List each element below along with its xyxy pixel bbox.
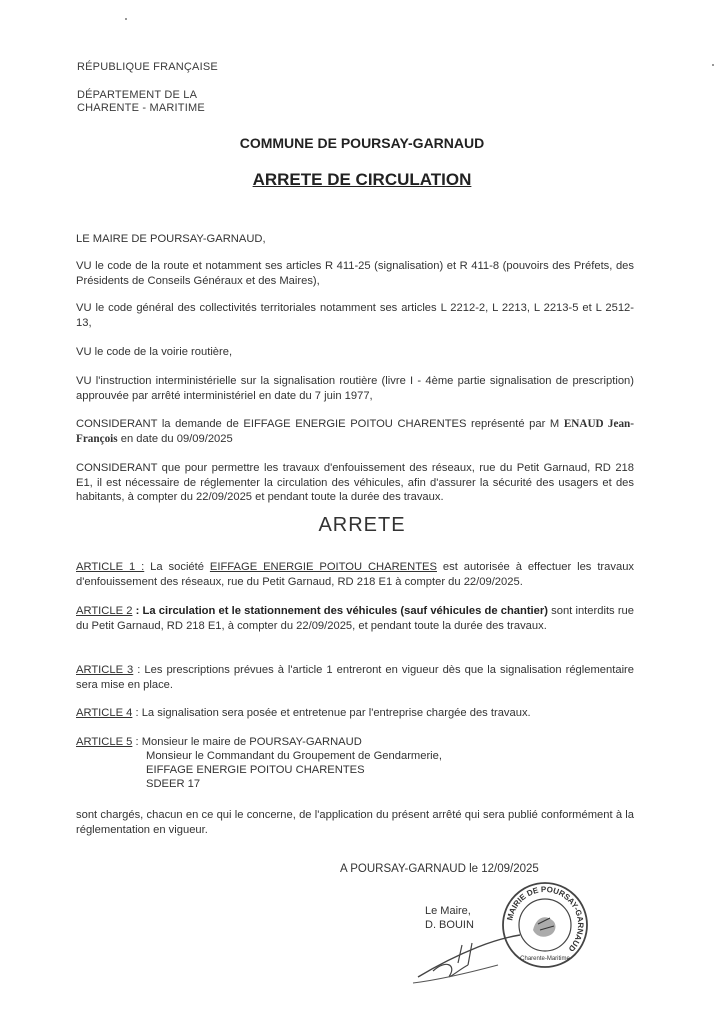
article-5-line2: Monsieur le Commandant du Groupement de Gendarmerie, (146, 750, 442, 762)
article-5-line1-text: : Monsieur le maire de POURSAY-GARNAUD (132, 736, 362, 748)
vu-code-route: VU le code de la route et notamment ses articles R 411-25 (signalisation) et R 411-8 (pouvoirs des Préfets, des Présidents de Conseils Généraux et des Maires), (76, 260, 634, 287)
considerant-demande-text: CONSIDERANT la demande de EIFFAGE ENERGIE POITOU CHARENTES représenté par M (76, 418, 564, 430)
scan-speck (125, 18, 127, 20)
article-2-label: ARTICLE 2 (76, 605, 133, 617)
vu-cgct: VU le code général des collectivités territoriales notamment ses articles L 2212-2, L 2213, L 2213-5 et L 2512-13, (76, 302, 634, 329)
article-2 (76, 604, 634, 633)
considerant-travaux: CONSIDERANT que pour permettre les travaux d'enfouissement des réseaux, rue du Petit Garnaud, RD 218 E1, il est nécessaire de réglementer la circulation des véhicules, afin d'assurer la sécurité des usagers et des habitants, à compter du 22/09/2025 et pendant toute la durée des travaux. (76, 462, 634, 504)
article-4-text: : La signalisation sera posée et entretenue par l'entreprise chargée des travaux. (132, 707, 531, 719)
article-2-bold-text: : La circulation et le stationnement des véhicules (sauf véhicules de chantier) (132, 605, 548, 617)
maire-intro: LE MAIRE DE POURSAY-GARNAUD, (76, 233, 266, 245)
document-title: ARRETE DE CIRCULATION (252, 170, 472, 189)
scan-speck (712, 64, 714, 66)
article-1-company: EIFFAGE ENERGIE POITOU CHARENTES (209, 561, 437, 573)
article-5-label: ARTICLE 5 (76, 736, 133, 748)
mairie-stamp (500, 880, 590, 970)
article-4-label: ARTICLE 4 (76, 707, 133, 719)
considerant-demande (76, 417, 634, 446)
closing-paragraph: sont chargés, chacun en ce qui le concerne, de l'application du présent arrêté qui sera publié conformément à la réglementation en vigueur. (76, 809, 634, 836)
stamp-bottom-text: Charente-Maritime (520, 956, 570, 962)
vu-instruction: VU l'instruction interministérielle sur la signalisation routière (livre I - 4ème partie signalisation de prescription) approuvée par arrêté interministériel en date du 7 juin 1977, (76, 375, 634, 402)
place-and-date: A POURSAY-GARNAUD le 12/09/2025 (340, 863, 539, 875)
article-5 (76, 735, 634, 791)
article-4 (76, 706, 634, 721)
departement-line1: DÉPARTEMENT DE LA (77, 89, 198, 101)
signature-title: Le Maire, (425, 905, 471, 917)
article-1 (76, 560, 634, 589)
requester-name: ENAUD Jean-François (76, 418, 634, 445)
article-3-label: ARTICLE 3 (76, 664, 134, 676)
article-5-line3: EIFFAGE ENERGIE POITOU CHARENTES (146, 764, 365, 776)
article-1-label: ARTICLE 1 : (76, 561, 145, 573)
article-2-text: sont interdits rue du Petit Garnaud, RD 218 E1, à compter du 22/09/2025, et pendant toute la durée des travaux. (76, 605, 634, 632)
departement-header (77, 89, 205, 115)
commune-title: COMMUNE DE POURSAY-GARNAUD (239, 135, 485, 151)
signature-name: D. BOUIN (425, 919, 474, 931)
article-1-text: La société (144, 561, 210, 573)
considerant-demande-date: en date du 09/09/2025 (117, 432, 233, 445)
article-1-text-end: est autorisée à effectuer les travaux d'enfouissement des réseaux, rue du Petit Garnaud, RD 218 E1 à compter du 22/09/2025. (76, 561, 635, 588)
republique-header: RÉPUBLIQUE FRANÇAISE (77, 61, 218, 73)
article-3 (76, 663, 634, 692)
article-5-line4: SDEER 17 (146, 778, 201, 790)
article-3-text: : Les prescriptions prévues à l'article 1 entreront en vigueur dès que la signalisation réglementaire sera mise en place. (76, 664, 634, 691)
arrete-heading: ARRETE (318, 514, 406, 536)
departement-line2: CHARENTE - MARITIME (77, 102, 205, 114)
vu-voirie: VU le code de la voirie routière, (76, 346, 233, 358)
article-5-line1 (76, 735, 634, 749)
stamp-ring-text: MAIRIE DE POURSAY-GARNAUD (505, 884, 586, 954)
